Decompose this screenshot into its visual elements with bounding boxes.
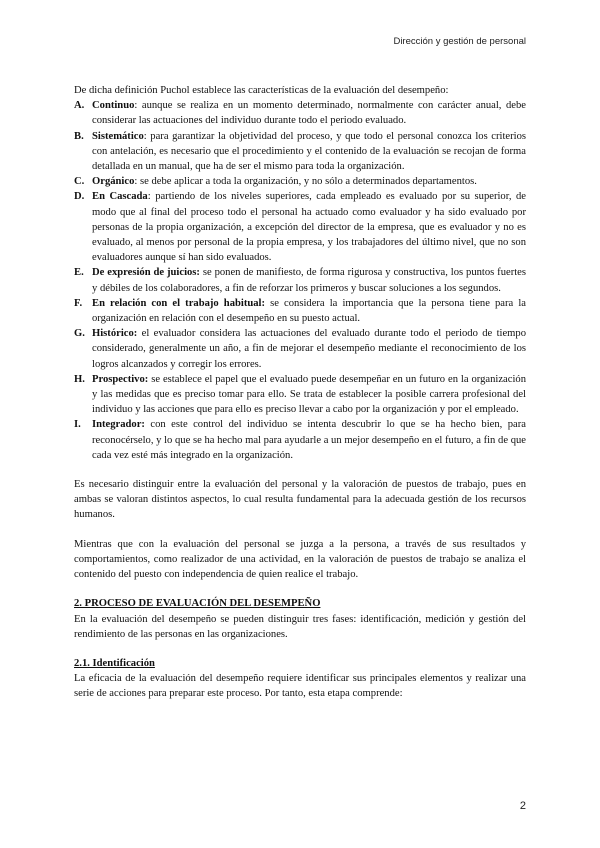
list-item-text: se establece el papel que el evaluado puede desempeñar en un futuro en la organización y las medidas que es preciso tomar para ello. Se trata de establecer la posible carrera profesional del individuo y las acciones que para ello es preciso llevar a cabo por la organización y por el empleado. [92, 373, 526, 416]
list-item: G. Histórico: el evaluador considera las actuaciones del evaluado durante todo el periodo de tiempo considerado, generalmente un año, a fin de mejorar el desempeño mediante el reconocimiento de los logros alcanzados y corregir los errores. [74, 328, 526, 370]
list-item-term: Integrador: [92, 419, 145, 431]
list-item-term: En relación con el trabajo habitual: [92, 297, 266, 309]
section-heading: 2. PROCESO DE EVALUACIÓN DEL DESEMPEÑO [74, 598, 321, 610]
list-item-term: Orgánico [92, 176, 135, 188]
list-item-text: el evaluador considera las actuaciones del evaluado durante todo el periodo de tiempo considerado, generalmente un año, a fin de mejorar el desempeño mediante el reconocimiento de los logros alcanzados y corregir los errores. [92, 328, 526, 370]
list-item: C. Orgánico: se debe aplicar a toda la organización, y no sólo a determinados departamentos. [74, 176, 477, 188]
list-item: E. De expresión de juicios: se ponen de manifiesto, de forma rigurosa y constructiva, los puntos fuertes y débiles de los colaboradores, a fin de reforzar los primeros y buscar soluciones a los segundos. [74, 267, 526, 294]
list-item: B. Sistemático: para garantizar la objetividad del proceso, y que todo el personal conozca los criterios con antelación, es necesario que el procedimiento y el contenido de la evaluación se recojan de forma detallada en un manual, que ha de ser el mismo para toda la organización. [74, 130, 526, 173]
list-item-term: Continuo [92, 100, 135, 112]
list-item: A. Continuo: aunque se realiza en un momento determinado, normalmente con carácter anual, debe considerar las actuaciones del individuo durante todo el periodo evaluado. [74, 100, 526, 127]
list-item: I. Integrador: con este control del individuo se intenta descubrir lo que se ha hecho bien, para reconocérselo, y lo que se ha hecho mal para ayudarle a un mejor desempeño en el futuro, a fin de que cada vez esté más integrado en la organización. [74, 419, 526, 461]
list-item-term: Histórico: [92, 328, 138, 340]
list-item-term: Prospectivo: [92, 373, 149, 385]
intro-paragraph: De dicha definición Puchol establece las características de la evaluación del desempeño: [74, 85, 449, 96]
body-paragraph: Mientras que con la evaluación del personal se juzga a la persona, a través de sus resultados y comportamientos, como realizador de una actividad, en la valoración de puestos de trabajo se analiza el contenido del puesto con independencia de quien realice el trabajo. [74, 538, 526, 581]
list-item-term: Sistemático [92, 130, 144, 142]
list-item-text: : se debe aplicar a toda la organización, y no sólo a determinados departamentos. [134, 176, 477, 188]
list-item-text: : para garantizar la objetividad del proceso, y que todo el personal conozca los criterios con antelación, es necesario que el procedimiento y el contenido de la evaluación se recojan de forma detallada en un manual, que ha de ser el mismo para toda la organización. [92, 130, 526, 173]
subsection-heading: 2.1. Identificación [74, 657, 155, 669]
section-paragraph: En la evaluación del desempeño se pueden distinguir tres fases: identificación, medición y gestión del rendimiento de las personas en las organizaciones. [74, 613, 526, 640]
list-item-text: se ponen de manifiesto, de forma rigurosa y constructiva, los puntos fuertes y débiles de los colaboradores, a fin de reforzar los primeros y buscar soluciones a los segundos. [92, 267, 526, 294]
list-item-term: En Cascada [92, 191, 148, 203]
list-item-text: se considera la importancia que la persona tiene para la organización en relación con el desempeño en su puesto actual. [92, 297, 526, 325]
list-item: F. En relación con el trabajo habitual: se considera la importancia que la persona tiene para la organización en relación con el desempeño en su puesto actual. [74, 297, 526, 325]
list-item: H. Prospectivo: se establece el papel que el evaluado puede desempeñar en un futuro en la organización y las medidas que es preciso tomar para ello. Se trata de establecer la posible carrera profesional del individuo y las acciones que para ello es preciso llevar a cabo por la organización y por el empleado. [74, 373, 526, 416]
subsection-paragraph: La eficacia de la evaluación del desempeño requiere identificar sus principales elementos y realizar una serie de acciones para preparar este proceso. Por tanto, esta etapa comprende: [74, 673, 526, 700]
running-header: Dirección y gestión de personal [393, 36, 526, 47]
page-number: 2 [519, 800, 526, 812]
list-item-text: : partiendo de los niveles superiores, cada empleado es evaluado por su superior, de modo que al final del proceso todo el personal ha actuado como evaluador y ha sido evaluado por personas de la propia organización, a excepción del director de la empresa, que es evaluador y no es evaluado, al menos por personal de la propia empresa, y los trabajadores del último nivel, que no son evaluadores aunque sí han sido evaluados. [92, 191, 526, 264]
characteristics-list [74, 98, 526, 463]
body-paragraph: Es necesario distinguir entre la evaluación del personal y la valoración de puestos de trabajo, pues en ambas se valoran distintos aspectos, lo cual resulta fundamental para la adecuada gestión de los recursos humanos. [74, 479, 526, 521]
list-item-text: : aunque se realiza en un momento determinado, normalmente con carácter anual, debe considerar las actuaciones del individuo durante todo el periodo evaluado. [92, 100, 526, 127]
list-item-term: De expresión de juicios: [92, 267, 200, 279]
list-item-text: con este control del individuo se intenta descubrir lo que se ha hecho bien, para reconocérselo, y lo que se ha hecho mal para ayudarle a un mejor desempeño en el futuro, a fin de que cada vez esté más integrado en la organización. [92, 419, 526, 461]
page-body [74, 83, 526, 702]
list-item: D. En Cascada: partiendo de los niveles superiores, cada empleado es evaluado por su superior, de modo que al final del proceso todo el personal ha actuado como evaluador y ha sido evaluado por personas de la propia organización, a excepción del director de la empresa, que es evaluador y no es evaluado, al menos por personal de la propia empresa, y los trabajadores del último nivel, que no son evaluadores aunque sí han sido evaluados. [74, 191, 526, 264]
